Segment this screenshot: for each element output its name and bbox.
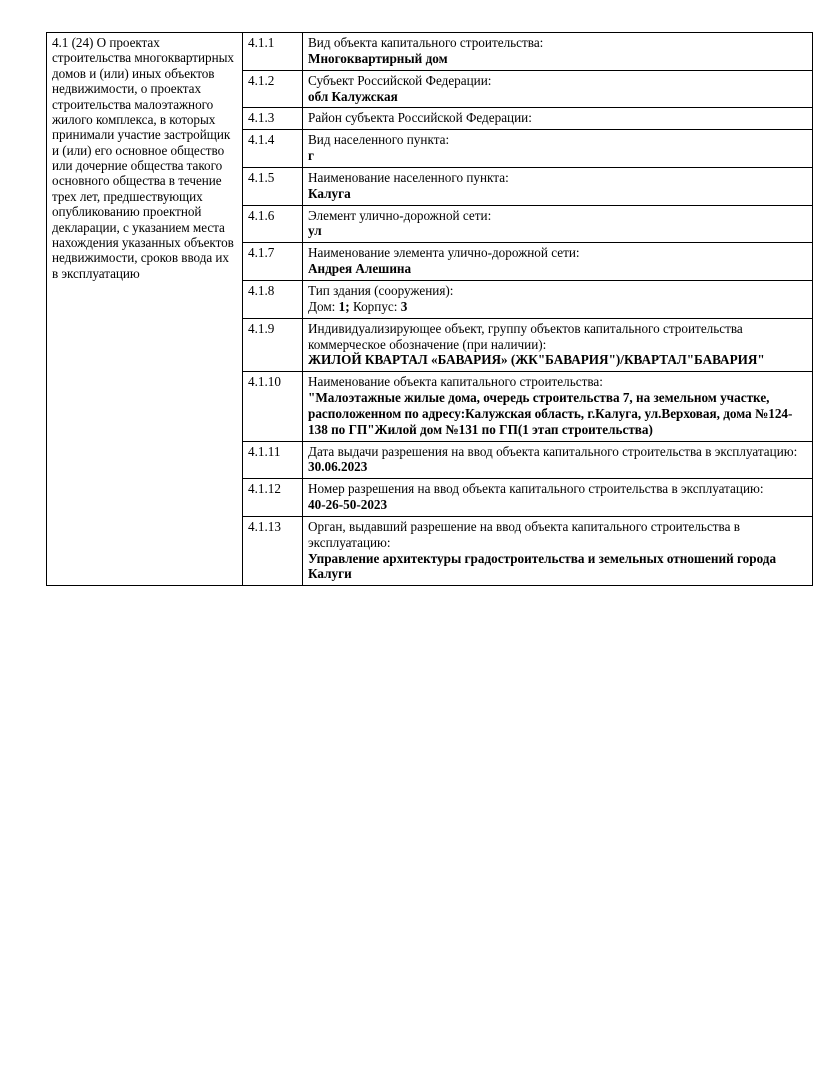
field-value: Многоквартирный дом: [308, 50, 448, 66]
field-value-pairs: [308, 299, 808, 315]
row-content: [303, 108, 813, 130]
row-number: 4.1.7: [243, 243, 303, 281]
row-number: 4.1.8: [243, 280, 303, 318]
field-value: обл Калужская: [308, 88, 398, 104]
declaration-table: [46, 32, 813, 586]
row-content: [303, 516, 813, 585]
field-label: Дата выдачи разрешения на ввод объекта капитального строительства в эксплуатацию:: [308, 443, 798, 459]
row-content: [303, 280, 813, 318]
row-number: 4.1.6: [243, 205, 303, 243]
pair-value-korpus: 3: [400, 298, 408, 314]
row-number: 4.1.12: [243, 479, 303, 517]
field-value: Управление архитектуры градостроительства и земельных отношений города Калуги: [308, 550, 777, 582]
field-label: Наименование элемента улично-дорожной сети:: [308, 245, 580, 261]
row-content: [303, 130, 813, 168]
field-label: Индивидуализирующее объект, группу объектов капитального строительства коммерческое обозначение (при наличии):: [308, 320, 743, 352]
table-row: [47, 33, 813, 71]
row-content: [303, 70, 813, 108]
row-content: [303, 243, 813, 281]
row-number: 4.1.1: [243, 33, 303, 71]
field-label: Субъект Российской Федерации:: [308, 72, 492, 88]
field-value: "Малоэтажные жилые дома, очередь строительства 7, на земельном участке, расположенном по адресу:Калужская область, г.Калуга, ул.Верховая, дома №124-138 по ГП"Жилой дом №131 по ГП(1 этап строительства): [308, 390, 793, 437]
row-number: 4.1.13: [243, 516, 303, 585]
field-value: ЖИЛОЙ КВАРТАЛ «БАВАРИЯ» (ЖК"БАВАРИЯ")/КВАРТАЛ"БАВАРИЯ": [308, 352, 765, 368]
field-label: Тип здания (сооружения):: [308, 282, 454, 298]
section-description-text: 4.1 (24) О проектах строительства многоквартирных домов и (или) иных объектов недвижимости, о проектах строительства малоэтажного жилого комплекса, в которых принимали участие застройщик и (или) его основное общество или дочерние общества такого основного общества в течение трех лет, предшествующих опубликованию проектной декларации, с указанием места нахождения указанных объектов недвижимости, сроков ввода их в эксплуатацию: [52, 35, 234, 281]
row-number: 4.1.4: [243, 130, 303, 168]
row-number: 4.1.9: [243, 318, 303, 372]
pair-value-dom: 1;: [338, 298, 350, 314]
field-label: Вид населенного пункта:: [308, 132, 450, 148]
field-label: Орган, выдавший разрешение на ввод объекта капитального строительства в эксплуатацию:: [308, 518, 740, 550]
section-description-cell: [47, 33, 243, 586]
row-number: 4.1.3: [243, 108, 303, 130]
field-label: Элемент улично-дорожной сети:: [308, 207, 492, 223]
field-label: Наименование объекта капитального строительства:: [308, 374, 603, 390]
row-number: 4.1.5: [243, 167, 303, 205]
field-value: г: [308, 148, 314, 164]
row-number: 4.1.2: [243, 70, 303, 108]
field-value: 30.06.2023: [308, 459, 368, 475]
field-value: Андрея Алешина: [308, 261, 412, 277]
field-label: Наименование населенного пункта:: [308, 169, 509, 185]
row-content: [303, 167, 813, 205]
field-value: 40-26-50-2023: [308, 497, 388, 513]
row-content: [303, 205, 813, 243]
row-content: [303, 318, 813, 372]
row-content: [303, 479, 813, 517]
row-content: [303, 441, 813, 479]
row-content: [303, 33, 813, 71]
pair-key-korpus: Корпус:: [349, 298, 401, 314]
field-label: Номер разрешения на ввод объекта капитального строительства в эксплуатацию:: [308, 481, 764, 497]
pair-key-dom: Дом:: [308, 298, 339, 314]
field-label: Район субъекта Российской Федерации:: [308, 110, 532, 126]
row-number: 4.1.11: [243, 441, 303, 479]
row-number: 4.1.10: [243, 372, 303, 441]
field-label: Вид объекта капитального строительства:: [308, 35, 544, 50]
row-content: [303, 372, 813, 441]
field-value: ул: [308, 223, 322, 239]
field-value: Калуга: [308, 185, 351, 201]
